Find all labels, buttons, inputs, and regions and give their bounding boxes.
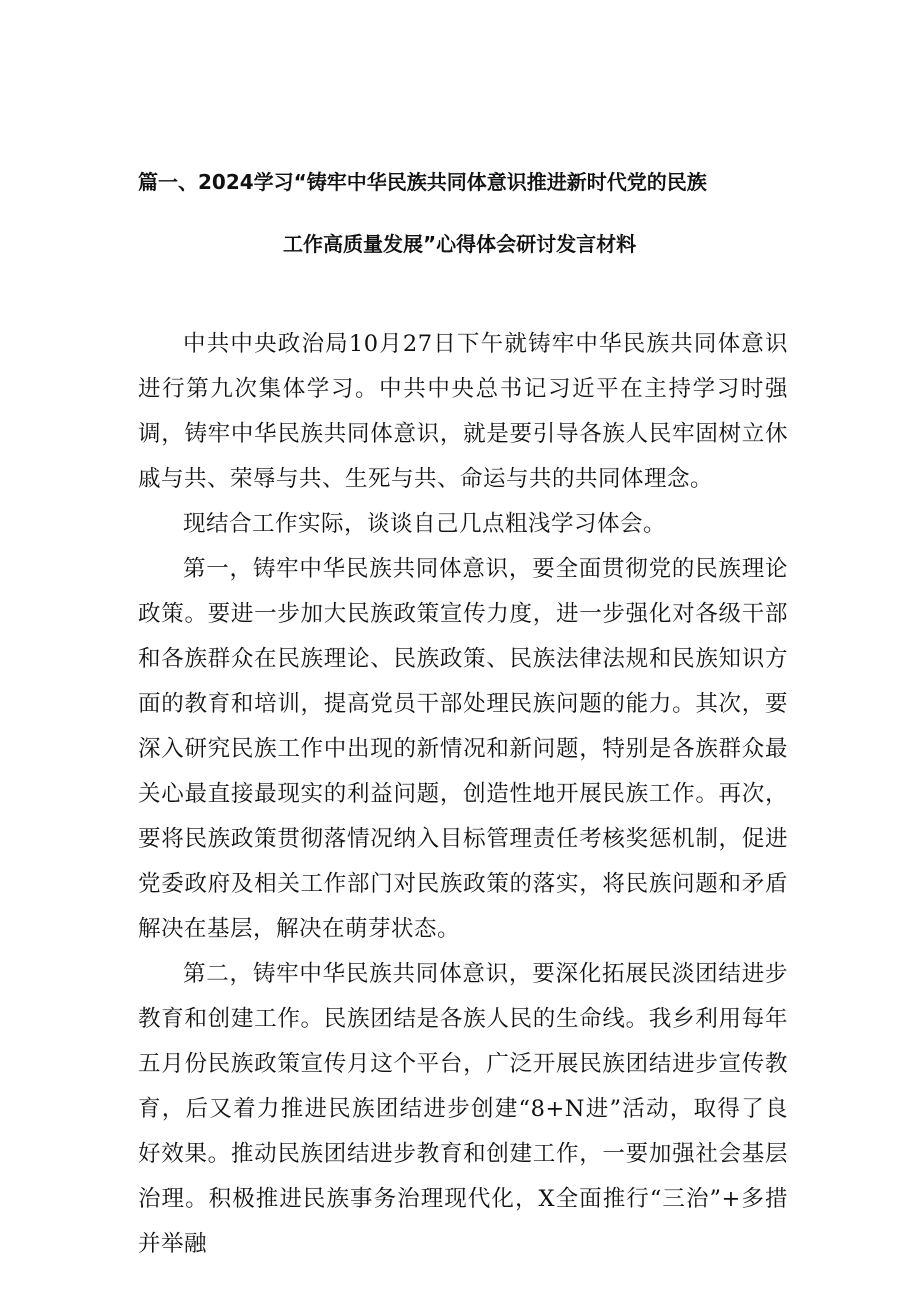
- document-title-line-2: 工作高质量发展”心得体会研讨发言材料: [283, 232, 637, 256]
- document-title-line-1: 篇一、2024学习“铸牢中华民族共同体意识推进新时代党的民族: [138, 170, 707, 194]
- paragraph-transition: 现结合工作实际，谈谈自己几点粗浅学习体会。: [183, 511, 667, 537]
- paragraph-first-point: 第一，铸牢中华民族共同体意识，要全面贯彻党的民族理论政策。要进一步加大民族政策宣传力度，进一步强化对各级干部和各族群众在民族理论、民族政策、民族法律法规和民族知识方面的教育和培训，提高党员干部处理民族问题的能力。其次，要深入研究民族工作中出现的新情况和新问题，特别是各族群众最关心最直接最现实的利益问题，创造性地开展民族工作。再次，要将民族政策贯彻落情况纳入目标管理责任考核奖惩机制，促进党委政府及相关工作部门对民族政策的落实，将民族问题和矛盾解决在基层，解决在萌芽状态。: [138, 556, 788, 942]
- paragraph-intro: 中共中央政治局10月27日下午就铸牢中华民族共同体意识进行第九次集体学习。中共中央总书记习近平在主持学习时强调，铸牢中华民族共同体意识，就是要引导各族人民牢固树立休戚与共、荣辱与共、生死与共、命运与共的共同体理念。: [138, 331, 788, 492]
- paragraph-second-point: 第二，铸牢中华民族共同体意识，要深化拓展民淡团结进步教育和创建工作。民族团结是各族人民的生命线。我乡利用每年五月份民族政策宣传月这个平台，广泛开展民族团结进步宣传教育，后又着力推进民族团结进步创建“8+N进”活动，取得了良好效果。推动民族团结进步教育和创建工作，一要加强社会基层治理。积极推进民族事务治理现代化，X全面推行“三治”+多措并举融: [138, 961, 788, 1257]
- document-body: [138, 322, 788, 1267]
